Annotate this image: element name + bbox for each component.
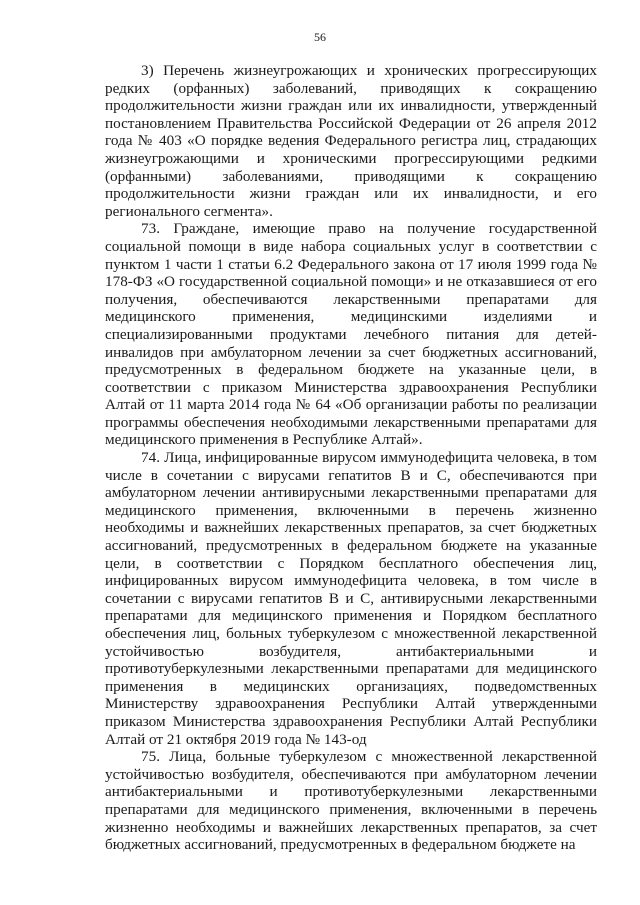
paragraph-74: 74. Лица, инфицированные вирусом иммунодефицита человека, в том числе в сочетании с вирусами гепатитов B и C, обеспечиваются при амбулаторном лечении антивирусными лекарственными препаратами для медицинского применения, включенными в перечень жизненно необходимы и важнейших лекарственных препаратов, за счет бюджетных ассигнований, предусмотренных в федеральном бюджете на указанные цели, в соответствии с Порядком бесплатного обеспечения лиц, инфицированных вирусом иммунодефицита человека, в том числе в сочетании с вирусами гепатитов B и C, антивирусными лекарственными препаратами для медицинского применения и Порядком бесплатного обеспечения лиц, больных туберкулезом с множественной лекарственной устойчивостью возбудителя, антибактериальными и противотуберкулезными лекарственными препаратами для медицинского применения в медицинских организациях, подведомственных Министерству здравоохранения Республики Алтай утвержденными приказом Министерства здравоохранения Республики Алтай Республики Алтай от 21 октября 2019 года № 143-од	[105, 449, 597, 748]
paragraph-73: 73. Граждане, имеющие право на получение государственной социальной помощи в виде набора социальных услуг в соответствии с пунктом 1 части 1 статьи 6.2 Федерального закона от 17 июля 1999 года № 178-ФЗ «О государственной социальной помощи» и не отказавшиеся от его получения, обеспечиваются лекарственными препаратами для медицинского применения, медицинскими изделиями и специализированными продуктами лечебного питания для детей-инвалидов при амбулаторном лечении за счет бюджетных ассигнований, предусмотренных в федеральном бюджете на указанные цели, в соответствии с приказом Министерства здравоохранения Республики Алтай от 11 марта 2014 года № 64 «Об организации работы по реализации программы обеспечения необходимыми лекарственными препаратами для медицинского применения в Республике Алтай».	[105, 220, 597, 449]
paragraph-list-item-3: 3) Перечень жизнеугрожающих и хронических прогрессирующих редких (орфанных) заболеваний, приводящих к сокращению продолжительности жизни граждан или их инвалидности, утвержденный постановлением Правительства Российской Федерации от 26 апреля 2012 года № 403 «О порядке ведения Федерального регистра лиц, страдающих жизнеугрожающими и хроническими прогрессирующими редкими (орфанными) заболеваниями, приводящими к сокращению продолжительности жизни граждан или их инвалидности, и его регионального сегмента».	[105, 62, 597, 220]
paragraph-75: 75. Лица, больные туберкулезом с множественной лекарственной устойчивостью возбудителя, обеспечиваются при амбулаторном лечении антибактериальными и противотуберкулезными лекарственными препаратами для медицинского применения, включенными в перечень жизненно необходимы и важнейших лекарственных препаратов, за счет бюджетных ассигнований, предусмотренных в федеральном бюджете на	[105, 748, 597, 854]
page-body	[105, 62, 597, 854]
page-number: 56	[314, 30, 326, 44]
